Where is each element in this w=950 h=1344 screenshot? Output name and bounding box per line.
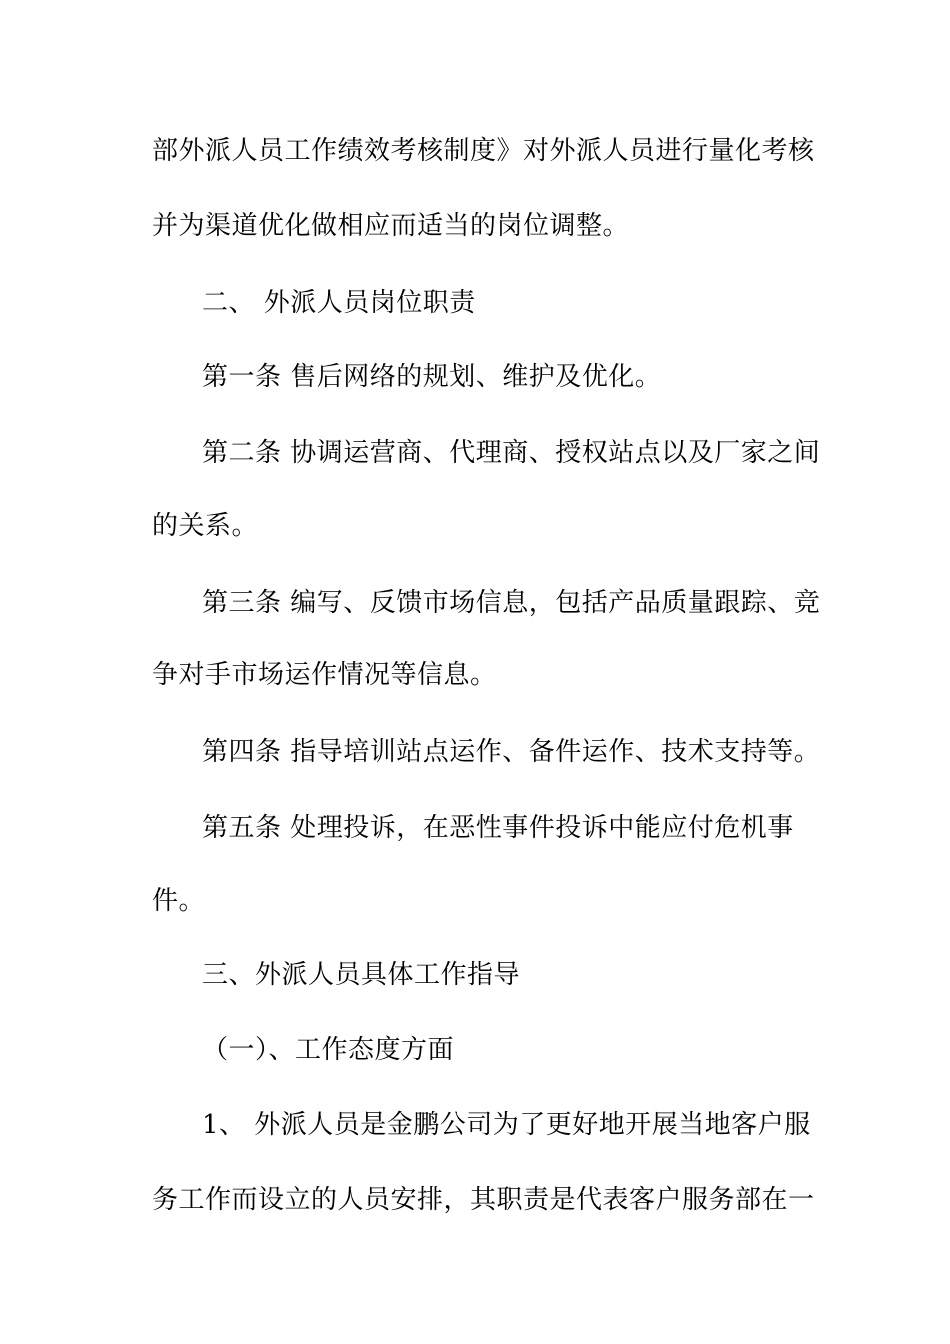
text-line: 争对手市场运作情况等信息。	[152, 660, 497, 690]
article-line: 第一条 售后网络的规划、维护及优化。	[202, 362, 662, 392]
text-line: 的关系。	[152, 511, 259, 541]
article-line: 第二条 协调运营商、代理商、授权站点以及厂家之间	[202, 438, 821, 468]
section-heading: 三、外派人员具体工作指导	[202, 960, 521, 990]
article-line: 第五条 处理投诉，在恶性事件投诉中能应付危机事	[202, 813, 794, 843]
text-line: 件。	[152, 886, 206, 916]
text-line: 部外派人员工作绩效考核制度》对外派人员进行量化考核	[152, 136, 815, 166]
numbered-item: 1、 外派人员是金鹏公司为了更好地开展当地客户服	[202, 1110, 811, 1140]
article-line: 第三条 编写、反馈市场信息，包括产品质量跟踪、竞	[202, 588, 821, 618]
subsection-heading: （一）、工作态度方面	[202, 1035, 455, 1065]
section-heading: 二、 外派人员岗位职责	[202, 288, 476, 318]
text-line: 务工作而设立的人员安排，其职责是代表客户服务部在一	[152, 1185, 815, 1215]
text-line: 并为渠道优化做相应而适当的岗位调整。	[152, 211, 630, 241]
article-line: 第四条 指导培训站点运作、备件运作、技术支持等。	[202, 737, 821, 767]
